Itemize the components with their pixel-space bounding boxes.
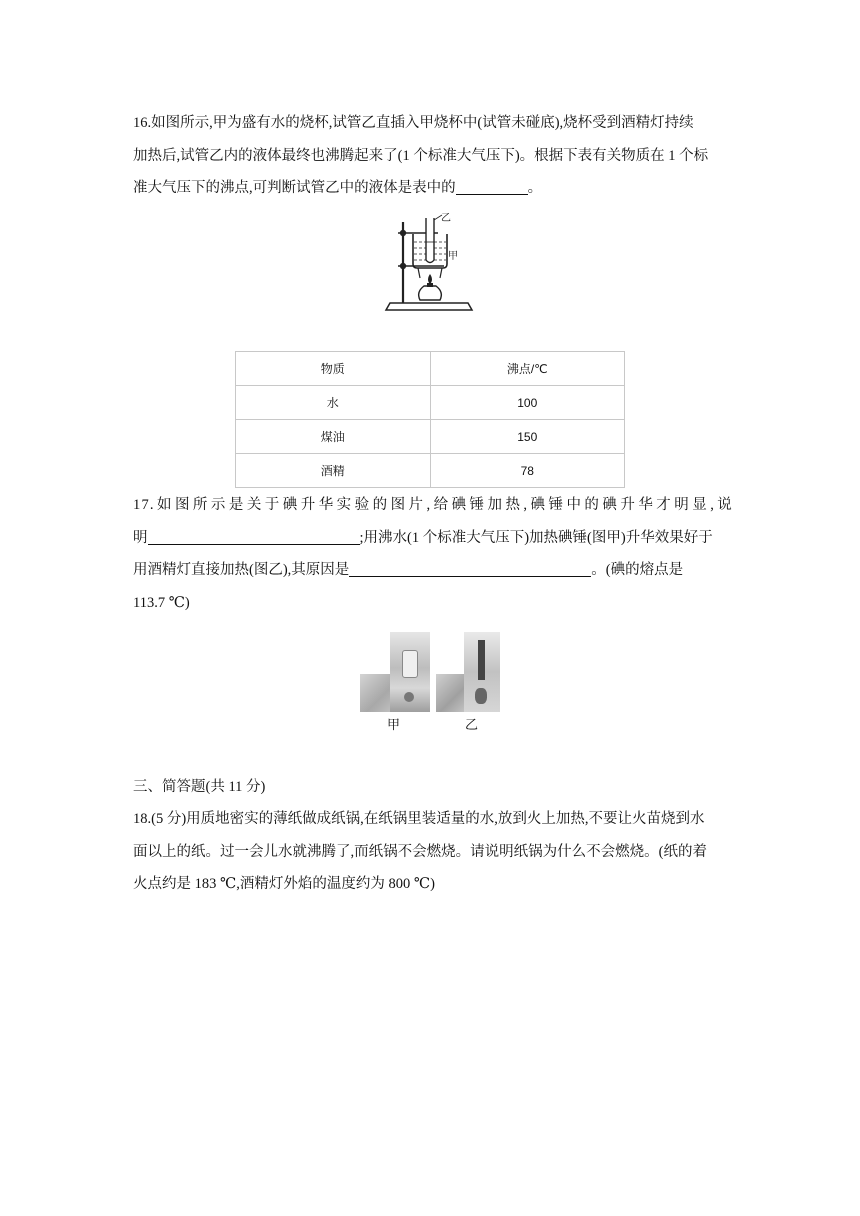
q16-line3-end: 。 — [527, 180, 543, 196]
caption-yi: 乙 — [465, 717, 479, 732]
q17-answer-blank-2[interactable] — [349, 560, 591, 577]
q17-answer-blank-1[interactable] — [148, 528, 360, 545]
q17-line3-end: 。(碘的熔点是 — [591, 562, 684, 578]
boiling-water-photo — [390, 632, 430, 712]
q17-line2-start: 明 — [133, 529, 148, 546]
table-row — [236, 386, 625, 420]
q16-line1: 16.如图所示,甲为盛有水的烧杯,试管乙直插入甲烧杯中(试管未碰底),烧杯受到酒精灯持续 — [133, 115, 694, 131]
test-tube-yi — [426, 218, 434, 263]
q16-text — [133, 107, 733, 205]
q18-text — [133, 803, 733, 901]
q18-line1: 18.(5 分)用质地密实的薄纸做成纸锅,在纸锅里装适量的水,放到火上加热,不要让火苗烧到水 — [133, 811, 705, 827]
header-boiling-point: 沸点/℃ — [430, 352, 625, 386]
q17-line1: 17.如图所示是关于碘升华实验的图片,给碘锤加热,碘锤中的碘升华才明显,说 — [133, 497, 733, 513]
q16-answer-blank[interactable] — [456, 178, 528, 195]
table-cell: 78 — [430, 454, 625, 488]
figure-yi-photos — [436, 632, 500, 712]
table-row — [236, 420, 625, 454]
label-yi: 乙 — [441, 213, 451, 224]
table-cell: 酒精 — [236, 454, 431, 488]
table-cell: 150 — [430, 420, 625, 454]
q17-text — [133, 489, 733, 619]
section-title: 三、简答题(共 11 分) — [133, 779, 266, 795]
flame — [428, 274, 432, 284]
table-header-row — [236, 352, 625, 386]
q17-line2-end: ;用沸水(1 个标准大气压下)加热碘锤(图甲)升华效果好于 — [359, 529, 713, 546]
header-substance: 物质 — [236, 352, 431, 386]
q17-line3-start: 用酒精灯直接加热(图乙),其原因是 — [133, 562, 350, 578]
caption-jia: 甲 — [387, 717, 401, 732]
q16-line2: 加热后,试管乙内的液体最终也沸腾起来了(1 个标准大气压下)。根据下表有关物质在 1 个标 — [133, 147, 709, 164]
boiling-apparatus-figure — [382, 212, 482, 316]
q16-line3: 准大气压下的沸点,可判断试管乙中的液体是表中的 — [133, 180, 456, 196]
label-jia: 甲 — [448, 251, 458, 262]
stand-base — [386, 303, 472, 310]
table-cell: 煤油 — [236, 420, 431, 454]
figure-jia-photos — [360, 632, 430, 712]
table-cell: 水 — [236, 386, 431, 420]
upper-clamp — [400, 230, 406, 236]
alcohol-lamp — [419, 286, 442, 300]
alcohol-lamp-photo — [464, 632, 500, 712]
table-cell: 100 — [430, 386, 625, 420]
q18-line2: 面以上的纸。过一会儿水就沸腾了,而纸锅不会燃烧。请说明纸锅为什么不会燃烧。(纸的着 — [133, 843, 707, 860]
q18-line3: 火点约是 183 ℃,酒精灯外焰的温度约为 800 ℃) — [133, 876, 435, 892]
ring-clamp — [400, 263, 406, 269]
table-row — [236, 454, 625, 488]
q17-line4: 113.7 ℃) — [133, 594, 190, 611]
boiling-point-table — [235, 351, 625, 488]
